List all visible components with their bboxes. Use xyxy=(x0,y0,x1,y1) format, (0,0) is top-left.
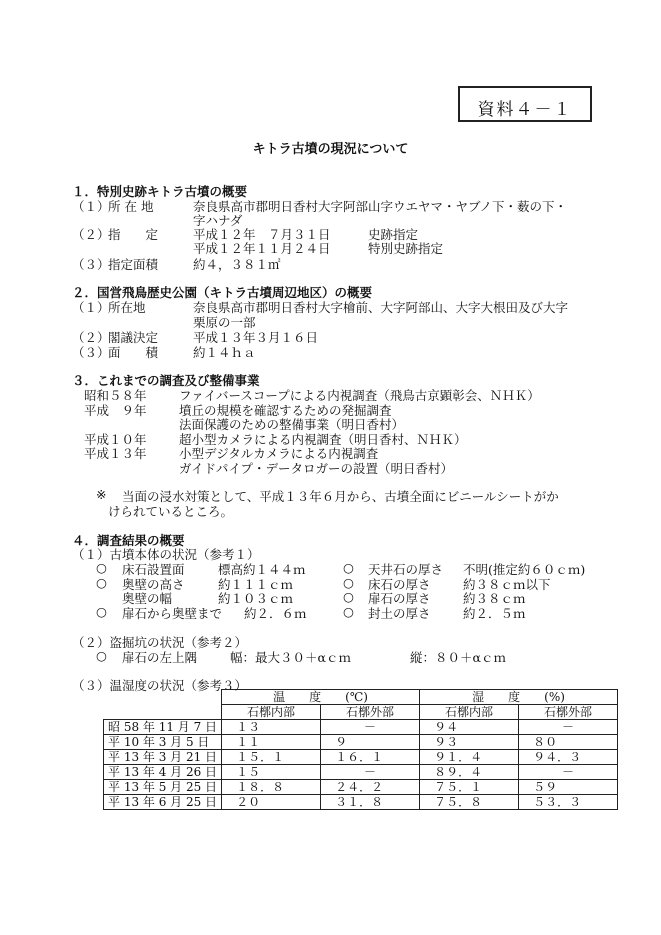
sub-3-heading: （３）温湿度の状況（参考３） xyxy=(72,678,248,693)
date-cell: 平 13 年 4 月 26 日 xyxy=(104,765,222,780)
s2-r1-value1: 奈良県高市郡明日香村大字檜前、大字阿部山、大字大根田及び大字 xyxy=(193,300,569,315)
status-bullet: ○ xyxy=(96,603,107,619)
status-label: 奥壁の幅 xyxy=(122,591,173,606)
table-row xyxy=(104,780,618,795)
status-bullet: ○ xyxy=(343,589,354,604)
section-2-heading: ２．国営飛鳥歴史公園（キトラ古墳周辺地区）の概要 xyxy=(72,285,373,300)
status-label: 封土の厚さ xyxy=(368,605,431,621)
temp-outside-cell: ３１．８ xyxy=(321,795,420,810)
status-value: 不明(推定約６０ｃｍ) xyxy=(463,562,586,577)
temp-outside-cell: １６．１ xyxy=(321,750,420,765)
status-bullet: ○ xyxy=(343,574,354,590)
s1-r1-value1: 奈良県高市郡明日香村大字阿部山字ウエヤマ・ヤブノ下・薮の下・ xyxy=(193,199,568,214)
s1-r3-no: （３） xyxy=(72,257,110,272)
hum-inside-header: 石槨内部 xyxy=(420,705,519,720)
hum-outside-cell: ９４．３ xyxy=(519,750,618,765)
hum-outside-cell: ５９ xyxy=(519,780,618,795)
status-label: 扉石の厚さ xyxy=(368,591,431,606)
s1-r2-text2: 特別史跡指定 xyxy=(368,241,444,256)
date-cell: 平 13 年 3 月 21 日 xyxy=(104,750,222,765)
hole-height: 縦：８０＋αｃｍ xyxy=(410,650,506,665)
status-value: 約１０３ｃｍ xyxy=(218,591,294,606)
status-value: 約３８ｃｍ以下 xyxy=(463,576,551,592)
hum-outside-cell: ８０ xyxy=(519,735,618,750)
s2-r1-value2: 栗原の一部 xyxy=(193,315,256,330)
temp-outside-header: 石槨外部 xyxy=(321,705,420,720)
s2-r2-value: 平成１３年３月１６日 xyxy=(193,330,319,345)
status-bullet: ○ xyxy=(96,560,107,575)
status-label: 床石の厚さ xyxy=(368,576,431,592)
temp-inside-cell: １５ xyxy=(222,765,321,780)
section-3-heading: ３．これまでの調査及び整備事業 xyxy=(72,373,260,388)
temp-inside-cell: １５．１ xyxy=(222,750,321,765)
date-cell: 平 10 年 3 月 5 日 xyxy=(104,735,222,750)
temp-outside-cell: ２４．２ xyxy=(321,780,420,795)
status-label: 床石設置面 xyxy=(122,562,185,577)
table-corner xyxy=(104,690,222,720)
s1-r3-value: 約４，３８１㎡ xyxy=(193,257,281,272)
s1-r2-date1: 平成１２年 ７月３１日 xyxy=(193,227,331,242)
table-row xyxy=(104,735,618,750)
history-year: 平成 ９年 xyxy=(84,402,147,418)
s2-r2-no: （２） xyxy=(72,330,110,345)
hum-inside-cell: ９３ xyxy=(420,735,519,750)
s2-r3-no: （３） xyxy=(72,345,110,360)
s1-r1-no: （１） xyxy=(72,199,110,214)
temperature-header: 温 度 (℃) xyxy=(222,690,420,705)
note-line-2: けられているところ。 xyxy=(108,504,234,519)
history-text: 墳丘の規模を確認するための発掘調査 xyxy=(179,402,392,418)
temp-inside-cell: １３ xyxy=(222,720,321,735)
table-row xyxy=(104,720,618,735)
s2-r2-label: 閣議決定 xyxy=(108,330,159,345)
hum-inside-cell: ８９．４ xyxy=(420,765,519,780)
hum-inside-cell: ９１．４ xyxy=(420,750,519,765)
hum-inside-cell: ７５．１ xyxy=(420,780,519,795)
status-value: 約１１１ｃｍ xyxy=(218,576,294,592)
note-mark: ※ xyxy=(96,487,107,502)
s2-r1-label: 所在地 xyxy=(108,300,146,315)
history-text: 超小型カメラによる内視調査（明日香村、ＮＨＫ） xyxy=(179,431,467,447)
s1-r1-label: 所 在 地 xyxy=(108,199,154,214)
hum-outside-cell: － xyxy=(519,720,618,735)
status-bullet: ○ xyxy=(343,560,354,575)
temp-outside-cell: ９ xyxy=(321,735,420,750)
table-header-row-1 xyxy=(104,690,618,705)
temp-outside-cell: － xyxy=(321,720,420,735)
s1-r2-date2: 平成１２年１１月２４日 xyxy=(193,241,331,256)
s1-r2-label: 指 定 xyxy=(108,227,159,242)
document-badge xyxy=(458,86,592,122)
history-text: 小型デジタルカメラによる内視調査 xyxy=(179,446,379,461)
date-cell: 平 13 年 6 月 25 日 xyxy=(104,795,222,810)
s2-r1-no: （１） xyxy=(72,300,110,315)
note-line-1: 当面の浸水対策として、平成１３年６月から、古墳全面にビニールシートがか xyxy=(122,489,559,504)
hole-label: 扉石の左上隅 xyxy=(122,650,198,665)
hum-outside-header: 石槨外部 xyxy=(519,705,618,720)
temp-inside-cell: １１ xyxy=(222,735,321,750)
sub-1-heading: （１）古墳本体の状況（参考１） xyxy=(72,547,260,562)
climate-table xyxy=(103,689,618,810)
table-row xyxy=(104,765,618,780)
table-row xyxy=(104,750,618,765)
history-text: ガイドパイプ・データロガーの設置（明日香村） xyxy=(179,460,454,476)
s1-r1-value2: 字ハナダ xyxy=(193,213,243,228)
history-text: ファイバースコープによる内視調査（飛鳥古京顕彰会、ＮＨＫ） xyxy=(179,388,540,403)
date-cell: 平 13 年 5 月 25 日 xyxy=(104,780,222,795)
section-4-heading: ４．調査結果の概要 xyxy=(72,533,185,548)
s2-r3-value: 約１４ｈａ xyxy=(193,345,256,360)
section-1-heading: １．特別史跡キトラ古墳の概要 xyxy=(72,184,248,199)
history-text: 法面保護のための整備事業（明日香村） xyxy=(179,417,405,432)
temp-inside-cell: ２０ xyxy=(222,795,321,810)
sub-2-heading: （２）盗掘坑の状況（参考２） xyxy=(72,635,248,650)
humidity-header: 湿 度 (%) xyxy=(420,690,618,705)
temp-inside-header: 石槨内部 xyxy=(222,705,321,720)
history-year: 平成１０年 xyxy=(84,431,147,447)
temp-outside-cell: － xyxy=(321,765,420,780)
date-cell: 昭 58 年 11 月 7 日 xyxy=(104,720,222,735)
status-value: 約３８ｃｍ xyxy=(463,591,526,606)
history-year: 平成１３年 xyxy=(84,446,147,461)
badge-label: 資料４－１ xyxy=(477,100,573,120)
status-label: 扉石から奥壁まで xyxy=(122,605,223,621)
status-label: 奥壁の高さ xyxy=(122,576,185,592)
status-value: 約２．５ｍ xyxy=(463,605,526,621)
s2-r3-label: 面 積 xyxy=(108,345,159,360)
hum-inside-cell: ７５．８ xyxy=(420,795,519,810)
hum-outside-cell: － xyxy=(519,765,618,780)
s1-r2-no: （２） xyxy=(72,227,110,242)
temp-inside-cell: １８．８ xyxy=(222,780,321,795)
s1-r2-text1: 史跡指定 xyxy=(368,227,419,242)
status-bullet: ○ xyxy=(96,574,107,590)
status-value: 約２．６ｍ xyxy=(244,605,307,621)
hole-bullet: ○ xyxy=(96,648,107,663)
table-row xyxy=(104,795,618,810)
page-title: キトラ古墳の現況について xyxy=(252,142,409,157)
hum-inside-cell: ９４ xyxy=(420,720,519,735)
status-bullet: ○ xyxy=(343,603,354,619)
status-label: 天井石の厚さ xyxy=(368,562,444,577)
hole-width: 幅：最大３０＋αｃｍ xyxy=(230,650,351,665)
status-value: 標高約１４４ｍ xyxy=(218,562,306,577)
s1-r3-label: 指定面積 xyxy=(108,257,159,272)
history-year: 昭和５８年 xyxy=(84,388,147,403)
hum-outside-cell: ５３．３ xyxy=(519,795,618,810)
